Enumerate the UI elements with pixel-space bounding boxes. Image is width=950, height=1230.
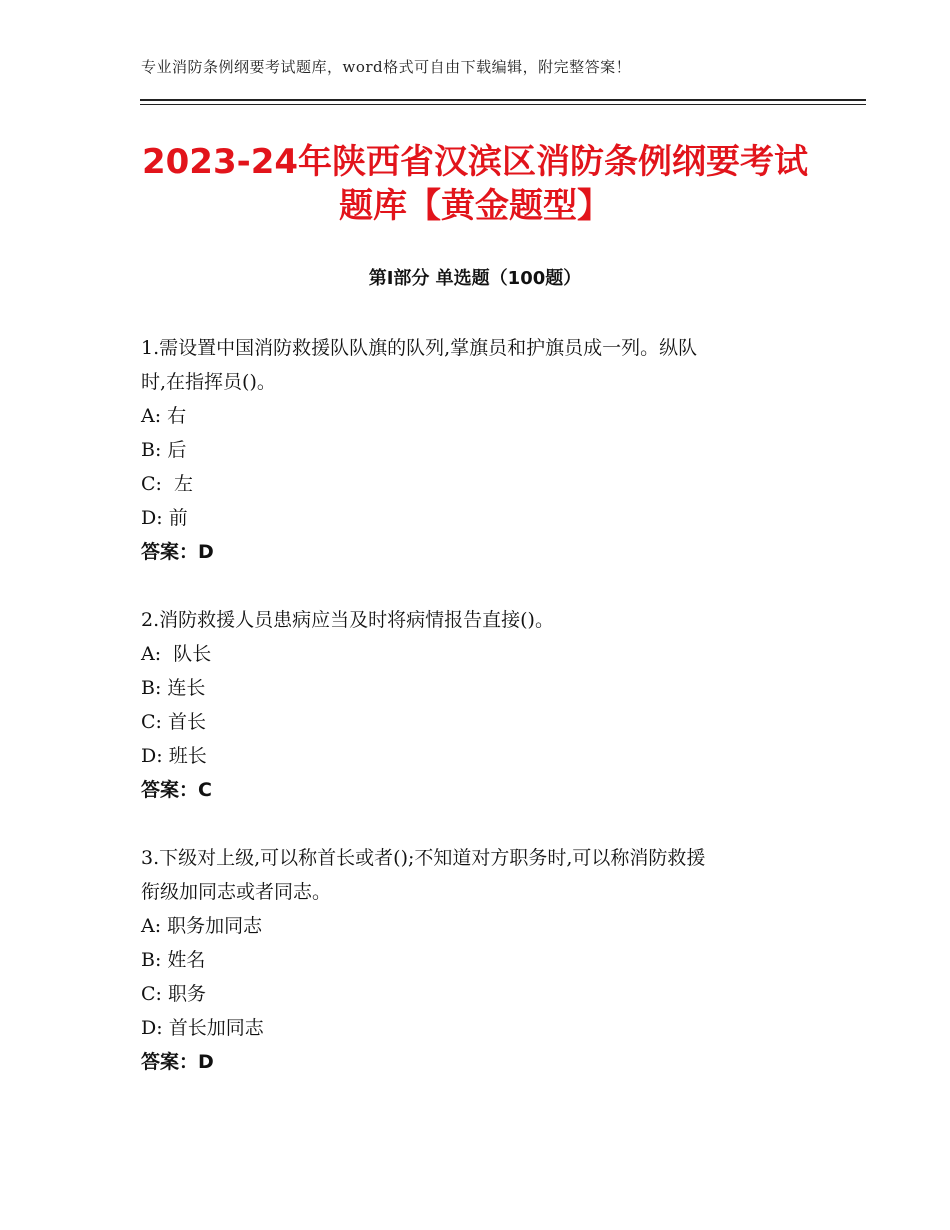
option-text: 队长 [167, 643, 212, 665]
option-text: 首长加同志 [168, 1017, 264, 1039]
option-c [141, 977, 821, 1011]
option-text: 姓名 [167, 949, 206, 971]
option-b [141, 671, 821, 705]
option-letter: C: [141, 473, 162, 495]
option-letter: A: [141, 405, 162, 427]
question-stem-line: 衔级加同志或者同志。 [141, 881, 332, 903]
answer: 答案：D [141, 1051, 214, 1073]
question-stem-line: 3.下级对上级,可以称首长或者();不知道对方职务时,可以称消防救援 [141, 847, 706, 869]
option-a [141, 637, 821, 671]
header-rule-thick [140, 99, 866, 101]
title-line-2: 题库【黄金题型】 [339, 186, 611, 226]
option-a [141, 399, 821, 433]
option-d [141, 501, 821, 535]
option-c [141, 467, 821, 501]
option-a [141, 909, 821, 943]
answer: 答案：C [141, 779, 212, 801]
option-letter: C: [141, 983, 162, 1005]
option-text: 后 [167, 439, 187, 461]
option-letter: B: [141, 439, 162, 461]
header-rule-thin [140, 104, 866, 105]
option-b [141, 433, 821, 467]
question-stem-line: 2.消防救援人员患病应当及时将病情报告直接()。 [141, 609, 554, 631]
option-text: 右 [167, 405, 187, 427]
option-text: 职务加同志 [167, 915, 263, 937]
option-text: 班长 [168, 745, 207, 767]
option-letter: B: [141, 677, 162, 699]
option-text: 连长 [167, 677, 206, 699]
title-line-1: 2023-24年陕西省汉滨区消防条例纲要考试 [141, 142, 809, 182]
option-d [141, 739, 821, 773]
option-text: 左 [168, 473, 194, 495]
option-letter: D: [141, 745, 163, 767]
option-d [141, 1011, 821, 1045]
option-b [141, 943, 821, 977]
option-letter: A: [141, 643, 162, 665]
option-text: 首长 [168, 711, 207, 733]
option-text: 职务 [168, 983, 207, 1005]
question-1 [141, 331, 821, 569]
question-stem-line: 时,在指挥员()。 [141, 371, 276, 393]
header-note: 专业消防条例纲要考试题库，word格式可自由下载编辑，附完整答案！ [141, 58, 632, 76]
question-stem-line: 1.需设置中国消防救援队队旗的队列,掌旗员和护旗员成一列。纵队 [141, 337, 698, 359]
question-3 [141, 841, 821, 1079]
section-title: 第Ⅰ部分 单选题（100题） [368, 268, 582, 289]
question-2 [141, 603, 821, 807]
option-letter: C: [141, 711, 162, 733]
option-letter: D: [141, 1017, 163, 1039]
option-text: 前 [168, 507, 188, 529]
option-letter: D: [141, 507, 163, 529]
option-letter: A: [141, 915, 162, 937]
option-letter: B: [141, 949, 162, 971]
document-title [140, 140, 810, 228]
answer: 答案：D [141, 541, 214, 563]
option-c [141, 705, 821, 739]
